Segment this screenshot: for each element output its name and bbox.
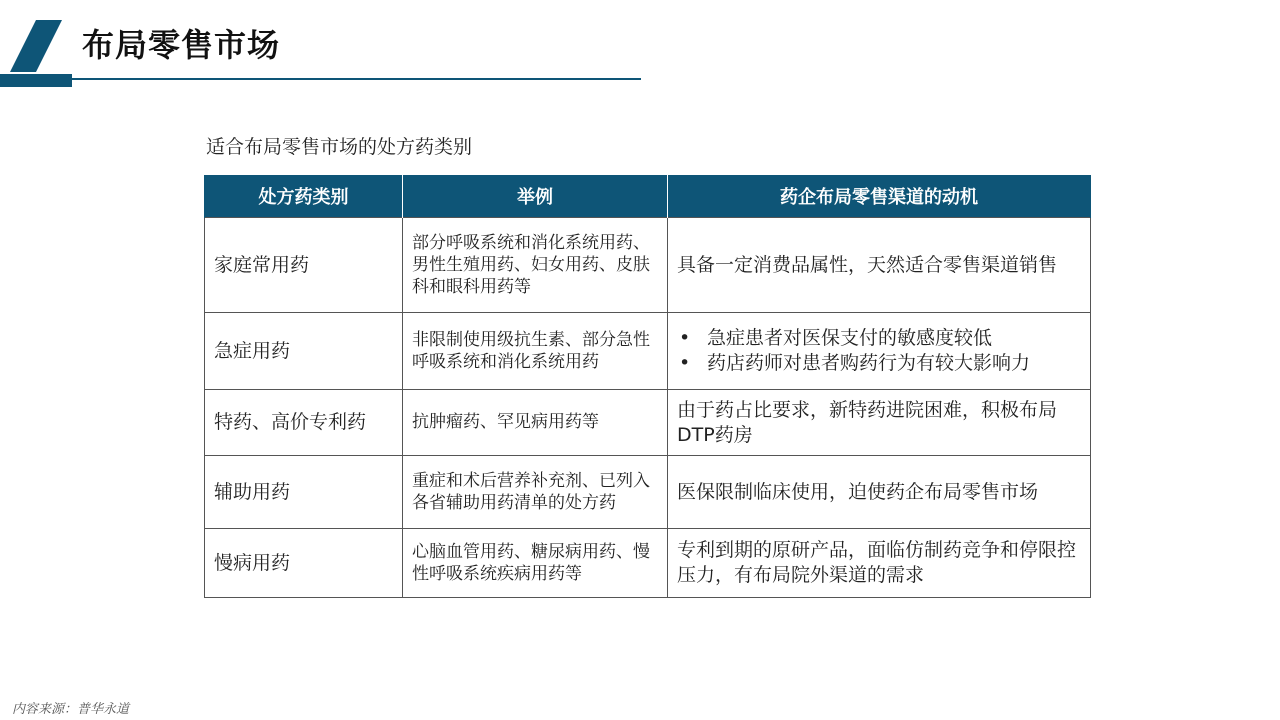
motivation-cell: 专利到期的原研产品，面临仿制药竞争和停限控压力，有布局院外渠道的需求 [668,529,1091,598]
category-cell: 家庭常用药 [205,218,403,313]
drug-category-table [204,175,1091,598]
column-header-category: 处方药类别 [205,175,403,218]
table-header-row [205,175,1091,218]
source-footnote: 内容来源：普华永道 [12,702,130,717]
examples-cell: 部分呼吸系统和消化系统用药、男性生殖用药、妇女用药、皮肤科和眼科用药等 [403,218,668,313]
column-header-motivation: 药企布局零售渠道的动机 [668,175,1091,218]
column-header-examples: 举例 [403,175,668,218]
category-cell: 特药、高价专利药 [205,390,403,456]
examples-cell: 心脑血管用药、糖尿病用药、慢性呼吸系统疾病用药等 [403,529,668,598]
table-row [205,456,1091,529]
motivation-cell [668,313,1091,390]
header-accent-bar [0,74,72,87]
category-cell: 慢病用药 [205,529,403,598]
category-cell: 辅助用药 [205,456,403,529]
bullet-item: • 药店药师对患者购药行为有较大影响力 [707,351,1081,376]
examples-cell: 重症和术后营养补充剂、已列入各省辅助用药清单的处方药 [403,456,668,529]
header-divider [72,78,641,80]
category-cell: 急症用药 [205,313,403,390]
motivation-cell: 医保限制临床使用，迫使药企布局零售市场 [668,456,1091,529]
motivation-bullet-list [677,326,1081,375]
table-caption: 适合布局零售市场的处方药类别 [206,136,473,158]
table-row [205,529,1091,598]
logo-parallelogram-icon [10,20,62,72]
motivation-cell: 由于药占比要求，新特药进院困难，积极布局DTP药房 [668,390,1091,456]
examples-cell: 抗肿瘤药、罕见病用药等 [403,390,668,456]
bullet-item: • 急症患者对医保支付的敏感度较低 [707,326,1081,351]
table-row [205,390,1091,456]
page-title: 布局零售市场 [82,26,281,64]
examples-cell: 非限制使用级抗生素、部分急性呼吸系统和消化系统用药 [403,313,668,390]
table-row [205,313,1091,390]
motivation-cell: 具备一定消费品属性，天然适合零售渠道销售 [668,218,1091,313]
table-row [205,218,1091,313]
